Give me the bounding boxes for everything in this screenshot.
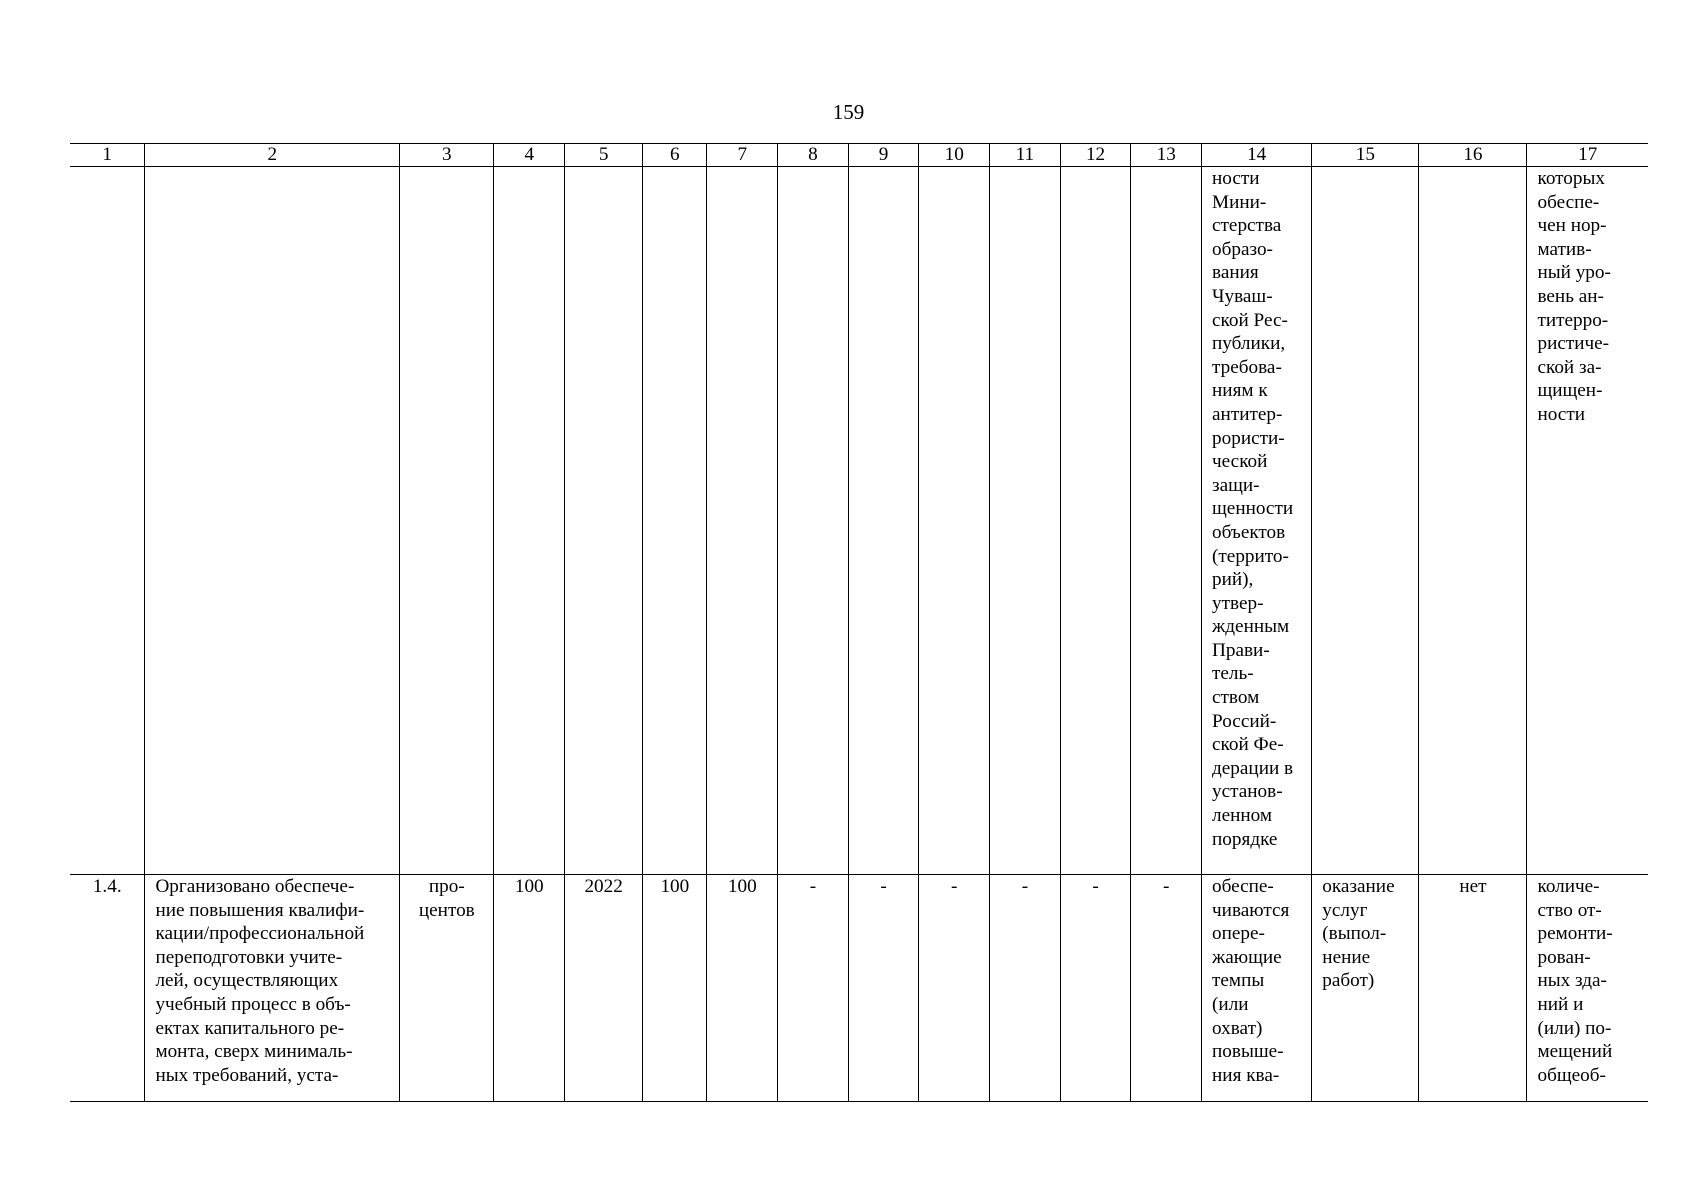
table-cell: нет [1419, 875, 1527, 1102]
table-cell: 1.4. [70, 875, 145, 1102]
col-header: 11 [990, 144, 1061, 167]
table-cell: - [778, 875, 849, 1102]
table-cell [1419, 167, 1527, 875]
table-row [70, 875, 1648, 1102]
col-header: 2 [145, 144, 400, 167]
col-header: 3 [400, 144, 494, 167]
table-cell [565, 167, 643, 875]
col-header: 17 [1527, 144, 1648, 167]
col-header: 1 [70, 144, 145, 167]
col-header: 10 [919, 144, 990, 167]
col-header: 8 [778, 144, 849, 167]
col-header: 12 [1060, 144, 1131, 167]
table-cell: количе- ство от- ремонти- рован- ных зда- ний и (или) по- мещений общеоб- [1527, 875, 1648, 1102]
table-cell [848, 167, 919, 875]
col-header: 4 [494, 144, 565, 167]
table-row [70, 167, 1648, 875]
table-cell [1312, 167, 1419, 875]
table-cell: ности Мини- стерства образо- вания Чуваш- ской Рес- публики, требова- ниям к антитер- рористи- ческой защи- щенности объектов (террито- рий), утвер- жденным Прави- тель- ством Россий- ской Фе- дерации в установ- ленном порядке [1202, 167, 1312, 875]
table-cell [1131, 167, 1202, 875]
table-cell: Организовано обеспече- ние повышения квалифи- кации/профессиональной переподготовки учите- лей, осуществляющих учебный процесс в объ- ектах капитального ре- монта, сверх минималь- ных требований, уста- [145, 875, 400, 1102]
table-cell [643, 167, 707, 875]
col-header: 7 [707, 144, 778, 167]
table-cell: 100 [494, 875, 565, 1102]
table-cell: 100 [643, 875, 707, 1102]
table-cell [1060, 167, 1131, 875]
indicators-table [70, 143, 1648, 1102]
col-header: 9 [848, 144, 919, 167]
table-cell: 100 [707, 875, 778, 1102]
table-cell [400, 167, 494, 875]
table-cell [707, 167, 778, 875]
col-header: 15 [1312, 144, 1419, 167]
table-cell [70, 167, 145, 875]
table-cell: - [990, 875, 1061, 1102]
table-cell [494, 167, 565, 875]
table-cell: - [1060, 875, 1131, 1102]
table-cell [145, 167, 400, 875]
table-cell [919, 167, 990, 875]
col-header: 14 [1202, 144, 1312, 167]
table-cell: про- центов [400, 875, 494, 1102]
table-cell: обеспе- чиваются опере- жающие темпы (или охват) повыше- ния ква- [1202, 875, 1312, 1102]
table-cell [778, 167, 849, 875]
table-cell [990, 167, 1061, 875]
table-cell: 2022 [565, 875, 643, 1102]
col-header: 6 [643, 144, 707, 167]
col-header: 16 [1419, 144, 1527, 167]
table-cell: - [1131, 875, 1202, 1102]
table-cell: - [848, 875, 919, 1102]
header-row [70, 144, 1648, 167]
col-header: 13 [1131, 144, 1202, 167]
table-cell: - [919, 875, 990, 1102]
page-number: 159 [832, 100, 865, 124]
table-cell: оказание услуг (выпол- нение работ) [1312, 875, 1419, 1102]
table-cell: которых обеспе- чен нор- матив- ный уро- вень ан- титерро- ристиче- ской за- щищен- ности [1527, 167, 1648, 875]
col-header: 5 [565, 144, 643, 167]
